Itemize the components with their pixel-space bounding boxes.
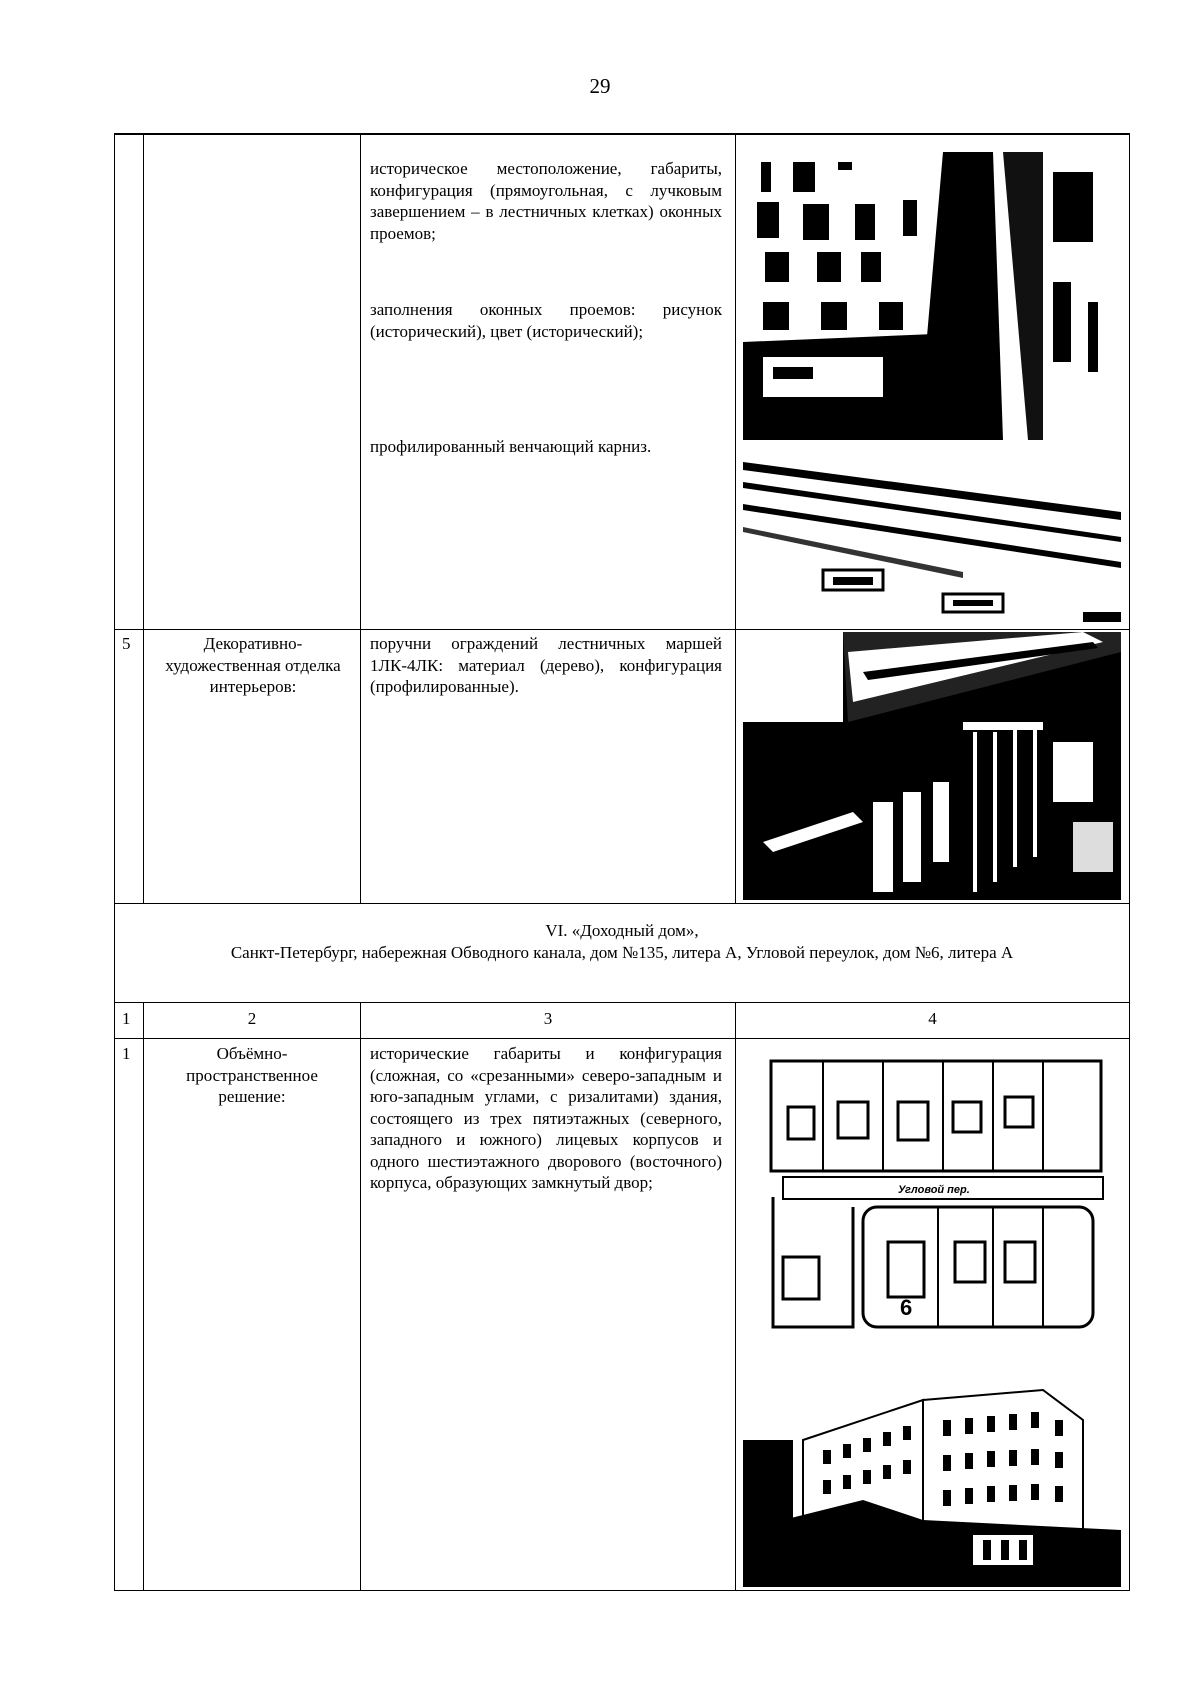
staircase-railing-photo bbox=[743, 632, 1121, 900]
col-divider-1-upper bbox=[143, 133, 144, 903]
row-5-name: Декоративно-художественная отделка интерьеров: bbox=[165, 634, 341, 696]
svg-text:6: 6 bbox=[900, 1295, 913, 1320]
table-right-border bbox=[1129, 133, 1130, 1591]
row-divider-1 bbox=[114, 629, 1130, 630]
table-bottom-border bbox=[114, 1590, 1130, 1591]
row-1-number: 1 bbox=[122, 1044, 131, 1063]
table-top-border bbox=[114, 133, 1130, 135]
column-number-1: 1 bbox=[122, 1009, 131, 1028]
svg-text:Угловой пер.: Угловой пер. bbox=[898, 1184, 970, 1196]
col-divider-3-upper bbox=[735, 133, 736, 903]
cornice-photo bbox=[743, 452, 1121, 627]
table-left-border bbox=[114, 133, 115, 1591]
row-divider-3 bbox=[114, 1002, 1130, 1003]
row-5-description: поручни ограждений лестничных маршей 1ЛК-4ЛК: материал (дерево), конфигурация (профилированные). bbox=[370, 634, 722, 696]
row-1-description: исторические габариты и конфигурация (сложная, со «срезанными» северо-западным и юго-западным углами, с ризалитами) здания, состоящего из трех пятиэтажных (северного, западного и южного) лицевых корпусов и одного шестиэтажного дворового (восточного) корпуса, образующих замкнутый двор; bbox=[370, 1044, 722, 1192]
window-fillings-text: заполнения оконных проемов: рисунок (исторический), цвет (исторический); bbox=[370, 300, 722, 341]
col-divider-2-upper bbox=[360, 133, 361, 903]
row-5-number: 5 bbox=[122, 634, 131, 653]
col-divider-2-lower bbox=[360, 1002, 361, 1591]
column-number-3: 3 bbox=[543, 1009, 553, 1028]
section-title: VI. «Доходный дом», bbox=[545, 921, 699, 940]
facade-windows-photo bbox=[743, 152, 1121, 440]
column-number-2: 2 bbox=[247, 1009, 257, 1028]
row-divider-4 bbox=[114, 1038, 1130, 1039]
window-openings-text: историческое местоположение, габариты, конфигурация (прямоугольная, с лучковым завершением – в лестничных клетках) оконных проемов; bbox=[370, 159, 722, 243]
cornice-text: профилированный венчающий карниз. bbox=[370, 437, 652, 456]
site-plan-map bbox=[743, 1057, 1121, 1347]
section-address: Санкт-Петербург, набережная Обводного канала, дом №135, литера А, Угловой переулок, дом №6, литера А bbox=[230, 943, 1014, 962]
building-facade-photo bbox=[743, 1380, 1121, 1587]
col-divider-1-lower bbox=[143, 1002, 144, 1591]
column-number-4: 4 bbox=[928, 1009, 937, 1028]
row-1-name: Объёмно-пространственное решение: bbox=[186, 1044, 318, 1106]
col-divider-3-lower bbox=[735, 1002, 736, 1591]
page-number: 29 bbox=[589, 74, 611, 98]
row-divider-2 bbox=[114, 903, 1130, 904]
